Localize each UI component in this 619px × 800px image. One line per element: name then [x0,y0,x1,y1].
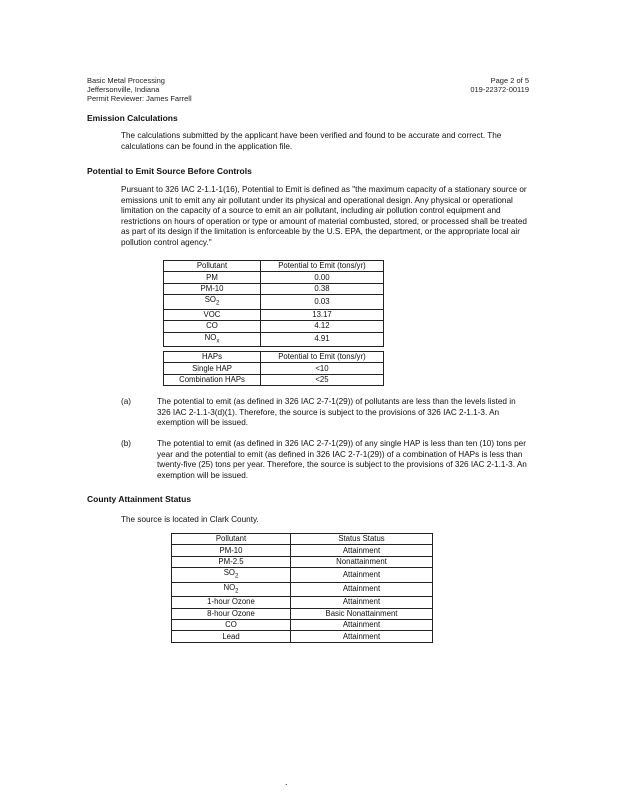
table-row [164,321,384,332]
table-row [164,332,384,347]
table-row [172,620,433,631]
hap-table [163,351,384,386]
row-value: Attainment [291,620,433,631]
row-label-subscript: 2 [234,573,239,580]
row-label: PM [206,272,218,282]
table-header-row [172,534,433,545]
table-row [164,363,384,374]
column-header: HAPs [164,352,261,363]
table-row [172,545,433,556]
header-line: Permit Reviewer: James Farrell [87,94,192,103]
permit-id: 019-22372-00119 [470,85,529,94]
row-label-cell [172,556,291,567]
row-value: Nonattainment [291,556,433,567]
header-right [470,76,529,94]
table-header-row [164,352,384,363]
header-line: Basic Metal Processing [87,76,165,85]
pte-table [163,260,384,347]
row-label-cell [172,631,291,642]
row-label: Lead [222,631,240,641]
list-item [0,397,619,437]
row-label-subscript: 2 [235,588,239,595]
emission-text: The calculations submitted by the applicant have been verified and found to be accurate and correct. The calculations can be found in the application file. [121,131,502,151]
column-header: Status Status [291,534,433,545]
row-label: CO [225,620,237,630]
row-value: <10 [261,363,384,374]
row-value: 13.17 [261,309,384,320]
table-row [172,556,433,567]
table-row [172,597,433,608]
row-label-subscript: 2 [215,300,220,307]
row-label: SO [204,295,216,305]
table-row [172,568,433,583]
row-value: Attainment [291,631,433,642]
page-number: Page 2 of 5 [490,76,529,85]
status-table [171,533,433,643]
row-label: PM-10 [200,283,224,293]
row-label: PM-10 [219,545,243,555]
row-label-cell [164,332,261,347]
row-label: CO [206,321,218,331]
row-label-cell [172,620,291,631]
row-label-cell [164,295,261,310]
footer-mark: . [285,777,288,787]
row-label-cell [164,309,261,320]
row-value: 4.91 [261,332,384,347]
row-value: Attainment [291,568,433,583]
row-label-subscript: x [216,338,220,345]
row-label: PM-2.5 [218,556,244,566]
row-label: VOC [203,309,221,319]
table-header-row [164,261,384,272]
row-label-cell [164,272,261,283]
pte-text: Pursuant to 326 IAC 2-1.1-1(16), Potential to Emit is defined as "the maximum capacity of a stationary source or emissions unit to emit any air pollutant under its physical and operational design. Any physical or operational limitation on the capacity of a source to emit an air pollutant, including air pollution control equipment and restrictions on hours of operation or type or amount of material combusted, stored, or processed shall be treated as part of its design if the limitation is enforceable by the U.S. EPA, the department, or the appropriate local air pollution control agency." [121,185,527,247]
row-label: Single HAP [192,363,232,373]
row-value: <25 [261,374,384,385]
row-value: Attainment [291,545,433,556]
row-label: Combination HAPs [179,374,245,384]
table-row [164,272,384,283]
row-label: SO [223,568,235,578]
row-label-cell [164,374,261,385]
list-item [0,439,619,484]
table-row [164,374,384,385]
table-row [172,631,433,642]
row-value: Basic Nonattainment [291,608,433,619]
column-header: Potential to Emit (tons/yr) [261,261,384,272]
row-label-cell [172,597,291,608]
row-value: 0.38 [261,283,384,294]
table-row [164,309,384,320]
row-label-cell [164,321,261,332]
row-value: Attainment [291,582,433,597]
row-label: 8-hour Ozone [207,608,255,618]
county-text: The source is located in Clark County. [121,515,259,524]
header-line: Jeffersonville, Indiana [87,85,160,94]
table-row [164,295,384,310]
row-label: 1-hour Ozone [207,597,255,607]
row-label-cell [172,568,291,583]
table-row [172,582,433,597]
column-header: Pollutant [172,534,291,545]
row-label: NO [204,332,217,342]
column-header: Potential to Emit (tons/yr) [261,352,384,363]
table-row [164,283,384,294]
emission-heading: Emission Calculations [87,113,178,123]
column-header: Pollutant [164,261,261,272]
row-label-cell [172,582,291,597]
list-marker: (b) [121,439,132,448]
pte-heading: Potential to Emit Source Before Controls [87,166,252,176]
row-value: Attainment [291,597,433,608]
header-left [87,76,192,103]
row-value: 0.03 [261,295,384,310]
county-heading: County Attainment Status [87,494,192,504]
row-label-cell [164,363,261,374]
row-label-cell [172,545,291,556]
row-value: 4.12 [261,321,384,332]
list-text: The potential to emit (as defined in 326 IAC 2-7-1(29)) of pollutants are less than the levels listed in 326 IAC 2-1.1-3(d)(1). Therefore, the source is subject to the provisions of 326 IAC 2-1.1-3. An exemption will be issued. [157,397,516,428]
row-label-cell [164,283,261,294]
row-label: NO [223,582,236,592]
table-row [172,608,433,619]
list-text: The potential to emit (as defined in 326 IAC 2-7-1(29)) of any single HAP is less than ten (10) tons per year and the potential to emit (as defined in 326 IAC 2-7-1(29)) of a combination of HAPs is less than twenty-five (25) tons per year. Therefore, the source is subject to the provisions of 326 IAC 2-1.1-3. An exemption will be issued. [157,439,527,480]
list-marker: (a) [121,397,132,406]
row-label-cell [172,608,291,619]
row-value: 0.00 [261,272,384,283]
